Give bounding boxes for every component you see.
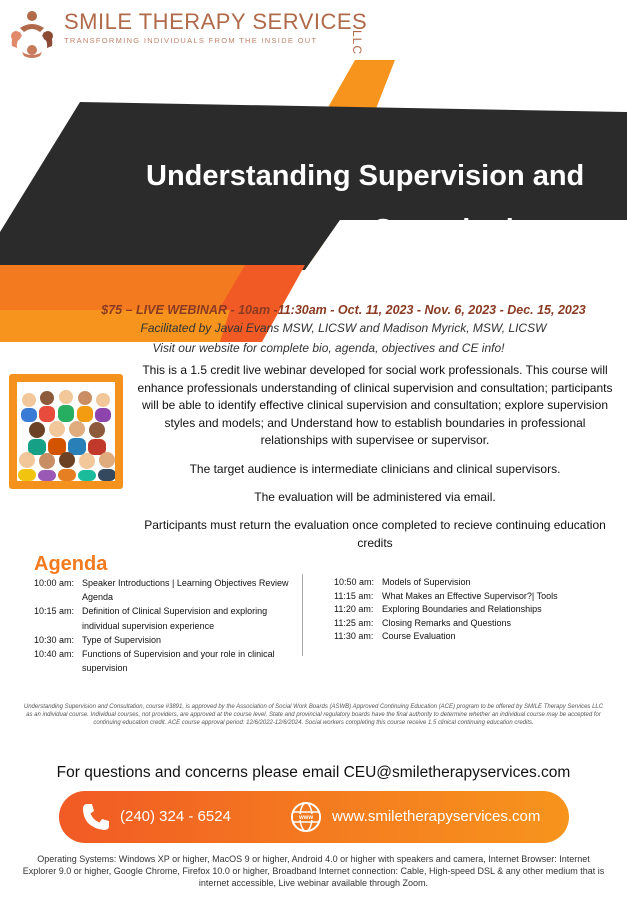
agenda-text: Exploring Boundaries and Relationships xyxy=(382,604,542,614)
agenda-time: 11:20 am: xyxy=(334,604,374,614)
agenda-text: Functions of Supervision and your role in clinical supervision xyxy=(82,649,275,674)
agenda-text: Type of Supervision xyxy=(82,634,162,645)
agenda-text: Definition of Clinical Supervision and exploring individual supervision experience xyxy=(82,606,268,631)
agenda-item xyxy=(34,633,294,647)
evaluation-note: The evaluation will be administered via email. xyxy=(254,490,496,504)
questions-email: For questions and concerns please email CEU@smiletherapyservices.com xyxy=(56,764,571,781)
price-and-dates: $75 – LIVE WEBINAR - 10am -11:30am - Oct. 11, 2023 - Nov. 6, 2023 - Dec. 15, 2023 xyxy=(101,303,586,317)
brand-name: SMILE THERAPY SERVICES xyxy=(64,9,368,34)
system-requirements: Operating Systems: Windows XP or higher, MacOS 9 or higher, Android 4.0 or higher with speakers and camera, Internet Browser: Internet Explorer 9.0 or higher, Google Chrome, Firefox 10.0 or higher, Broadband Internet connection: Cable, High-speed DSL & any other medium that is internet accessible, Live webinar available through Zoom. xyxy=(22,854,605,888)
agenda-time: 11:25 am: xyxy=(334,617,374,628)
target-audience: The target audience is intermediate clinicians and clinical supervisors. xyxy=(189,462,561,476)
brand-tagline: TRANSFORMING INDIVIDUALS FROM THE INSIDE OUT xyxy=(64,36,318,45)
agenda-time: 11:15 am: xyxy=(334,590,374,601)
agenda-text: Models of Supervision xyxy=(382,577,471,587)
agenda-time: 11:30 am: xyxy=(334,631,374,641)
crowd-of-people-icon xyxy=(17,382,115,481)
hero-title-line2: Consultation xyxy=(372,214,550,246)
agenda-item xyxy=(334,617,614,631)
people-circle-logo-icon xyxy=(6,6,58,58)
agenda-title: Agenda xyxy=(34,553,108,575)
people-illustration xyxy=(9,374,123,489)
website-link[interactable]: www.smiletherapyservices.com xyxy=(332,808,541,825)
agenda-right-column xyxy=(334,576,614,644)
agenda-item xyxy=(34,647,294,675)
brand xyxy=(64,9,368,56)
svg-text:www: www xyxy=(298,815,314,821)
hero-title-line1: Understanding Supervision and xyxy=(146,160,585,192)
agenda-time: 10:00 am: xyxy=(34,578,75,588)
agenda-divider xyxy=(302,574,303,656)
phone-icon xyxy=(80,801,112,833)
phone-number[interactable]: (240) 324 - 6524 xyxy=(120,808,231,825)
visit-website-note: Visit our website for complete bio, agenda, objectives and CE info! xyxy=(152,341,505,355)
agenda-time: 10:40 am: xyxy=(34,649,75,660)
ace-disclaimer: Understanding Supervision and Consultation, course #3891, is approved by the Association of Social Work Boards (ASWB) Approved Continuing Education (ACE) program to be offered by SMILE Therapy Services LLC as an individual course. Individual courses, not providers, are approved at the course level. State and provincial regulatory boards have the final authority to determine whether an individual course may be accepted for continuing education credit. ACE course approval period: 12/6/2022-12/6/2024. Social workers completing this course receive 1.5 clinical continuing education credits. xyxy=(23,704,604,727)
globe-www-icon xyxy=(290,801,322,833)
agenda-text: Course Evaluation xyxy=(382,631,456,641)
agenda-time: 10:30 am: xyxy=(34,634,75,645)
agenda-item xyxy=(334,576,614,590)
agenda-item xyxy=(34,604,294,632)
agenda-time: 10:50 am: xyxy=(334,577,375,587)
agenda-item xyxy=(334,603,614,617)
agenda-time: 10:15 am: xyxy=(34,606,75,617)
brand-llc: LLC xyxy=(350,30,364,56)
agenda-item xyxy=(334,590,614,604)
agenda-text: What Makes an Effective Supervisor?| Tools xyxy=(382,590,558,601)
agenda-text: Closing Remarks and Questions xyxy=(382,617,512,628)
agenda-item xyxy=(34,576,294,604)
course-description: This is a 1.5 credit live webinar developed for social work professionals. This course will enhance professionals understanding of clinical supervision and consultation; participants will be able to identify effective clinical supervision and consultation; explore supervision styles and models; and Understand how to establish boundaries in professional relationships with supervisee or supervisor. xyxy=(137,363,613,447)
agenda-item xyxy=(334,630,614,644)
facilitators: Facilitated by Javai Evans MSW, LICSW and Madison Myrick, MSW, LICSW xyxy=(140,321,547,335)
return-evaluation-note: Participants must return the evaluation once completed to recieve continuing education credits xyxy=(144,518,606,550)
agenda-text: Speaker Introductions | Learning Objectives Review Agenda xyxy=(82,578,289,603)
agenda-left-column xyxy=(34,576,294,675)
